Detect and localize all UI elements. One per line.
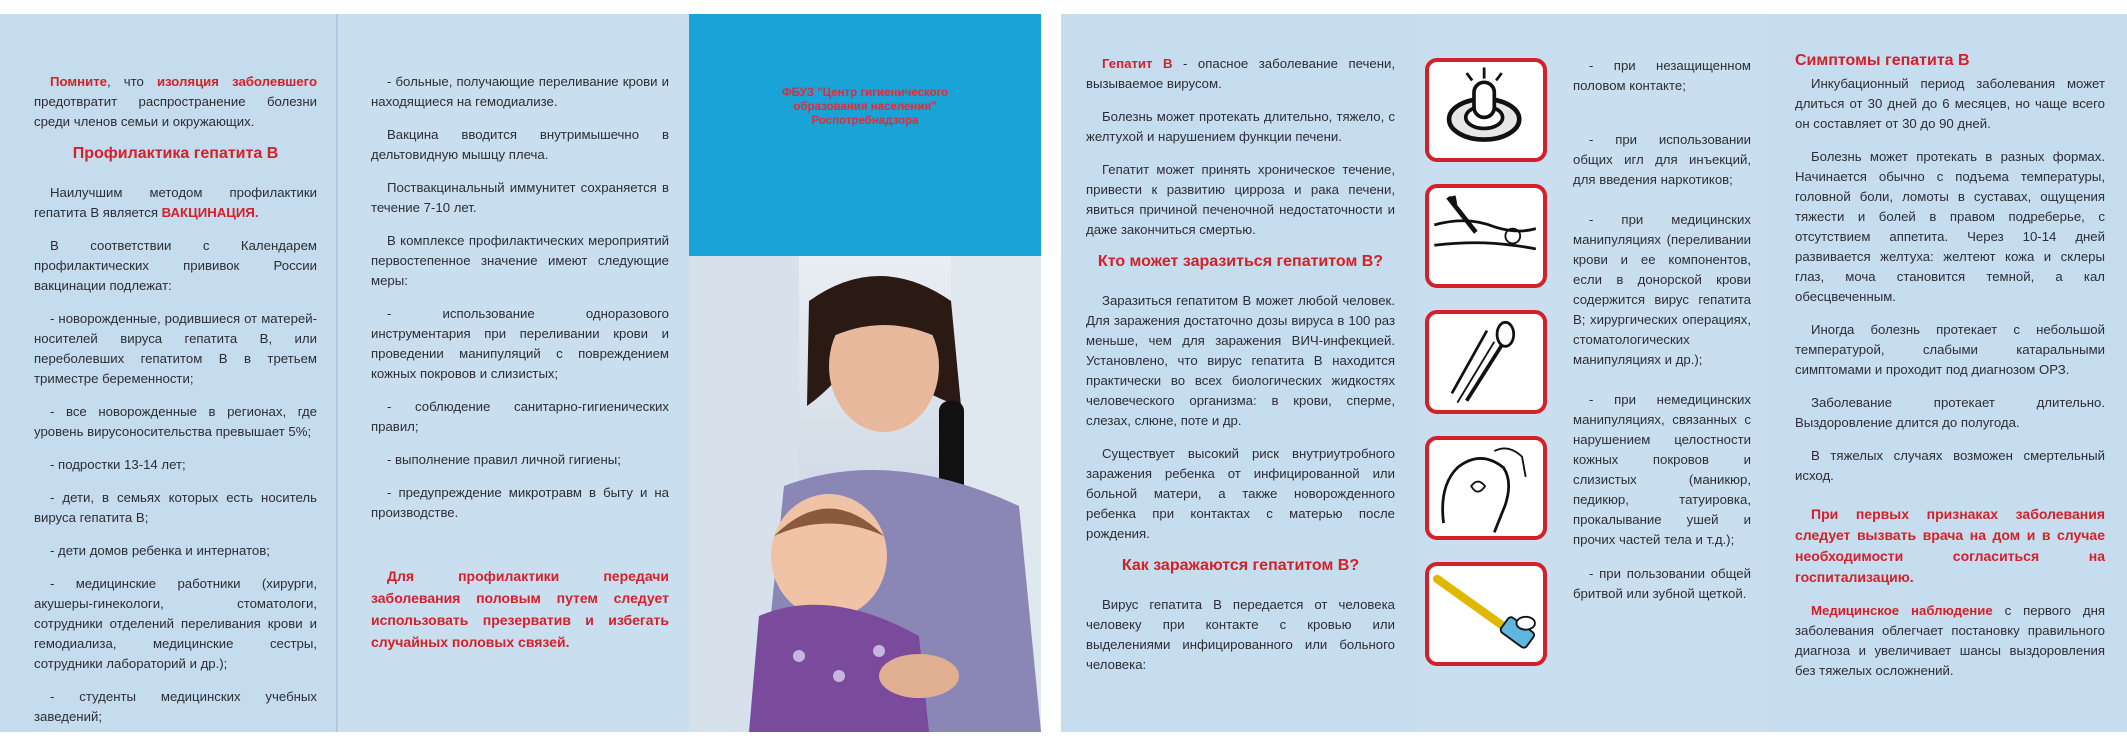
pictogram-column: [1425, 58, 1557, 688]
list-item: - новорожденные, родившиеся от матерей-носителей вируса гепатита В, или переболевших гепатитом В в третьем триместре беременности;: [34, 311, 317, 386]
observation-label: Медицинское наблюдение: [1811, 603, 1993, 618]
panel-symptoms: [1769, 14, 2127, 732]
paragraph: Болезнь может протекать длительно, тяжело, с желтухой и нарушением функции печени.: [1086, 109, 1395, 144]
condom-icon: [1425, 58, 1547, 162]
list-item: Поствакцинальный иммунитет сохраняется в течение 7-10 лет.: [371, 180, 669, 215]
list-item: - предупреждение микротравм в быту и на производстве.: [371, 485, 669, 520]
best-method: [34, 183, 317, 223]
list-item: - подростки 13-14 лет;: [50, 457, 186, 472]
org-line: ФБУЗ "Центр гигиенического: [781, 87, 949, 99]
panel-transmission: [1415, 14, 1769, 732]
panel-measures: [337, 14, 689, 732]
instruments-icon: [1425, 310, 1547, 414]
paragraph: В тяжелых случаях возможен смертельный исход.: [1795, 448, 2105, 483]
text-fragment: - опасное заболевание печени, вызываемое вирусом.: [1086, 56, 1396, 91]
list-item: - при незащищенном половом контакте;: [1573, 58, 1751, 93]
text-fragment: предотвратит распространение болезни среди членов семьи и окружающих.: [34, 94, 317, 129]
isolation-note: [34, 72, 317, 132]
panel-about-hepatitis: [1061, 14, 1415, 732]
list-item: Вакцина вводится внутримышечно в дельтовидную мышцу плеча.: [371, 127, 669, 162]
text-fragment: Наилучшим методом профилактики гепатита В является: [34, 185, 317, 220]
toothbrush-icon: [1425, 562, 1547, 666]
tattoo-icon: [1425, 436, 1547, 540]
condom-warning: Для профилактики передачи заболевания половым путем следует использовать презерватив и избегать случайных половых связей.: [371, 568, 669, 650]
list-item: - при использовании общих игл для инъекций, для введения наркотиков;: [1573, 132, 1751, 187]
fold-line: [336, 14, 338, 732]
hepatitis-label: Гепатит В: [1102, 56, 1173, 71]
paragraph: Болезнь может протекать в разных формах. Начинается обычно с подъема температуры, головной боли, ломоты в суставах, ощущения тяжести и болей в правом подреберье, с отсутствием аппетита. Через 10-14 дней развивается желтуха: желтеют кожа и склеры глаз, моча становится темной, а кал обесцвеченным.: [1795, 149, 2105, 304]
list-item: - выполнение правил личной гигиены;: [387, 452, 621, 467]
text-fragment: с первого дня заболевания облегчает постановку правильного диагноза и увеличивает шансы выздоровления без тяжелых осложнений.: [1795, 603, 2105, 678]
list-item: - студенты медицинских учебных заведений;: [34, 689, 317, 724]
text-fragment: , что: [106, 74, 157, 89]
list-item: - дети, в семьях которых есть носитель вируса гепатита В;: [34, 490, 317, 525]
doctor-warning: При первых признаках заболевания следует вызвать врача на дом и в случае необходимости согласиться на госпитализацию.: [1795, 506, 2105, 585]
org-line: Роспотребнадзора: [811, 115, 919, 127]
list-item: - соблюдение санитарно-гигиенических правил;: [371, 399, 669, 434]
paragraph: Заразиться гепатитом В может любой человек. Для заражения достаточно дозы вируса в 100 раз меньше, чем для заражения ВИЧ-инфекцией. Установлено, что вирус гепатита В находится практически во всех биологических жидкостях человеческого организма: в крови, сперме, слезах, слюне, поте и др.: [1086, 293, 1395, 428]
paragraph: Вирус гепатита В передается от человека человеку при контакте с кровью или выделениями инфицированного или больного человека:: [1086, 597, 1395, 672]
remember-label: Помните: [50, 74, 107, 89]
mother-child-photo: [689, 256, 1041, 732]
list-item: - медицинские работники (хирурги, акушеры-гинекологи, стоматологи, сотрудники отделений переливания крови и гемодиализа, медицинские сестры, сотрудники лабораторий и др.);: [34, 576, 317, 671]
hepatitis-definition: [1086, 54, 1395, 94]
how-heading: Как заражаются гепатитом В?: [1121, 557, 1360, 574]
paragraph: Заболевание протекает длительно. Выздоровление длится до полугода.: [1795, 395, 2105, 430]
symptoms-heading: Симптомы гепатита В: [1795, 52, 1970, 69]
paragraph: Иногда болезнь протекает с небольшой температурой, слабыми катаральными симптомами и проходит под диагнозом ОРЗ.: [1795, 322, 2105, 377]
list-item: - дети домов ребенка и интернатов;: [50, 543, 270, 558]
list-item: - при пользовании общей бритвой или зубной щеткой.: [1573, 566, 1751, 601]
list-item: - больные, получающие переливание крови и находящиеся на гемодиализе.: [371, 74, 669, 109]
prevention-heading: Профилактика гепатита В: [72, 145, 279, 162]
observation-note: [1795, 601, 2105, 681]
list-item: В комплексе профилактических мероприятий первостепенное значение имеют следующие меры:: [371, 233, 669, 288]
calendar-text: В соответствии с Календарем профилактических прививок России вакцинации подлежат:: [34, 238, 317, 293]
list-item: - при медицинских манипуляциях (переливании крови и ее компонентов, если в донорской крови содержится вирус гепатита В; хирургических операциях, стоматологических манипуляциях и др.);: [1573, 212, 1751, 367]
vaccination-label: ВАКЦИНАЦИЯ.: [161, 205, 259, 220]
transmission-list: [1573, 56, 1751, 618]
paragraph: Гепатит может принять хроническое течение, привести к развитию цирроза и рака печени, явиться причиной печеночной недостаточности и даже закончиться смертью.: [1086, 162, 1395, 237]
org-line: образования населения": [793, 101, 937, 113]
isolation-label: изоляция заболевшего: [156, 74, 318, 89]
cover-panel: [689, 14, 1041, 732]
panel-prevention: [0, 14, 337, 732]
paragraph: Инкубационный период заболевания может длиться от 30 дней до 6 месяцев, но чаще всего он составляет от 30 до 90 дней.: [1795, 76, 2105, 131]
list-item: - все новорожденные в регионах, где уровень вирусоносительства превышает 5%;: [34, 404, 317, 439]
list-item: - при немедицинских манипуляциях, связанных с нарушением целостности кожных покровов и слизистых (маникюр, педикюр, татуировка, прокалывание ушей и прочих частей тела и т.д.);: [1573, 392, 1751, 547]
who-heading: Кто может заразиться гепатитом В?: [1097, 253, 1384, 270]
list-item: - использование одноразового инструментария при переливании крови и проведении манипуляций с повреждением кожных покровов и слизистых;: [371, 306, 669, 381]
paragraph: Существует высокий риск внутриутробного заражения ребенка от инфицированной или больной матери, а также новорожденного ребенка при контактах с матерью после рождения.: [1086, 446, 1395, 541]
organization-name: [689, 86, 1041, 128]
injection-icon: [1425, 184, 1547, 288]
